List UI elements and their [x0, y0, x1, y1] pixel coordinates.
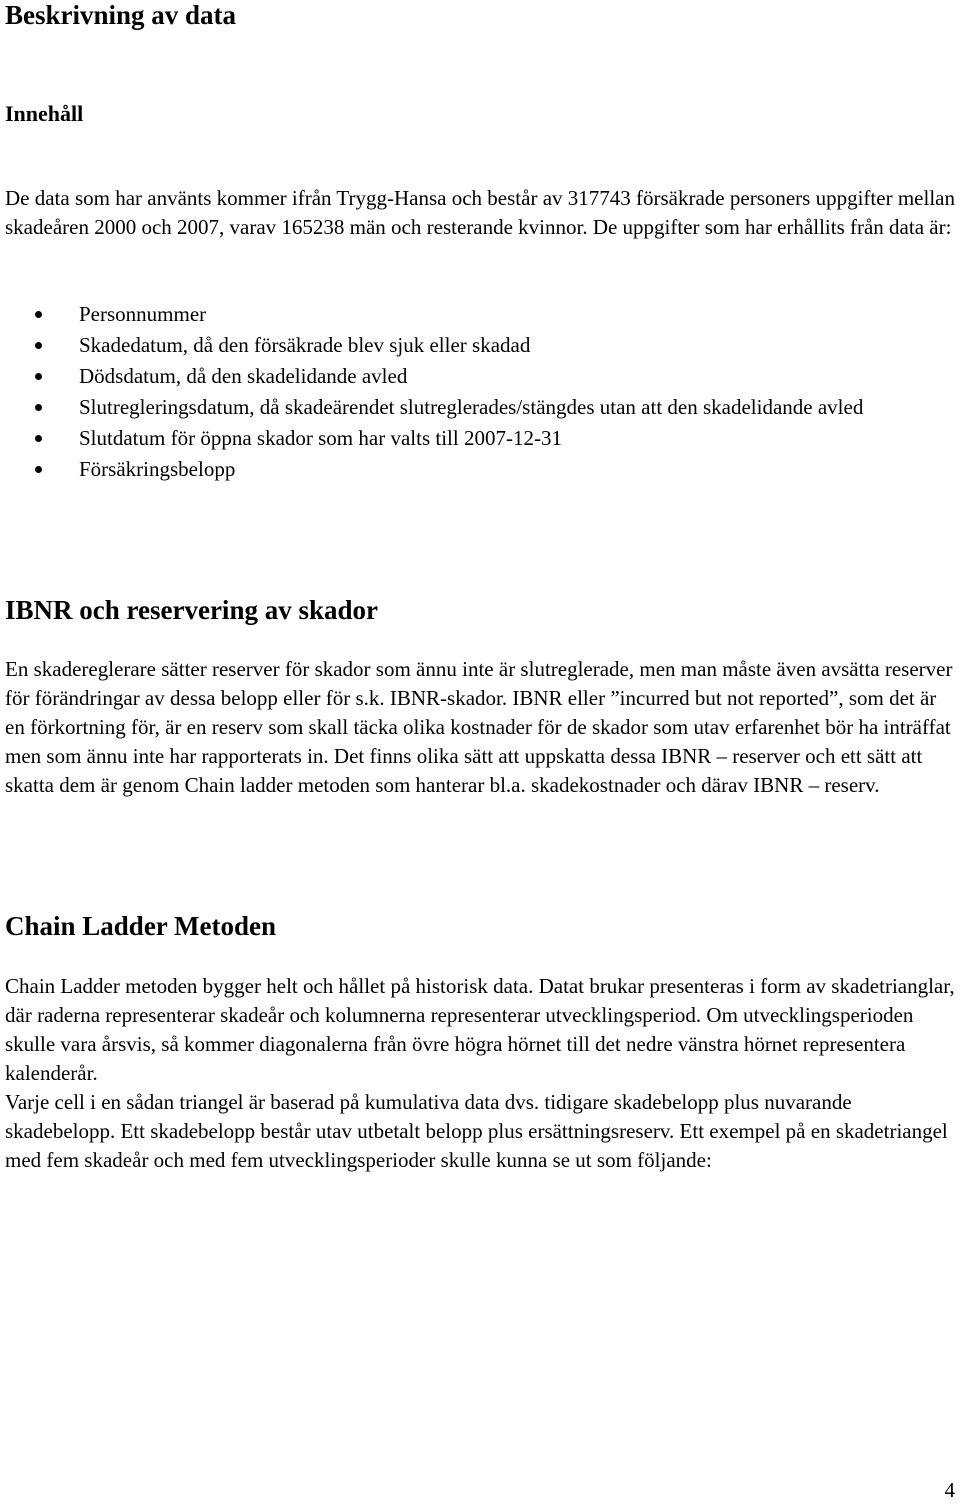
- chain-ladder-heading: Chain Ladder Metoden: [5, 911, 277, 941]
- bullet-icon: [35, 342, 42, 349]
- bullet-icon: [35, 466, 42, 473]
- ibnr-heading: IBNR och reservering av skador: [5, 595, 378, 625]
- bullet-icon: [35, 373, 42, 380]
- chain-ladder-paragraph-2: Varje cell i en sådan triangel är baserad på kumulativa data dvs. tidigare skadebelopp plus nuvarande skadebelopp. Ett skadebelopp består utav utbetalt belopp plus ersättningsreserv. Ett exempel på en skadetriangel med fem skadeår och med fem utvecklingsperioder skulle kunna se ut som följande:: [5, 1090, 948, 1172]
- bullet-icon: [35, 435, 42, 442]
- list-item: Personnummer: [5, 300, 955, 330]
- list-item: Skadedatum, då den försäkrade blev sjuk eller skadad: [5, 331, 955, 361]
- ibnr-paragraph: En skadereglerare sätter reserver för skador som ännu inte är slutreglerade, men man måste även avsätta reserver för förändringar av dessa belopp eller för s.k. IBNR-skador. IBNR eller ”incurred but not reported”, som det är en förkortning för, är en reserv som skall täcka olika kostnader för de skador som utav erfarenhet bör ha inträffat men som ännu inte har rapporterats in. Det finns olika sätt att uppskatta dessa IBNR – reserver och ett sätt att skatta dem är genom Chain ladder metoden som hanterar bl.a. skadekostnader och därav IBNR – reserv.: [5, 657, 953, 797]
- chain-ladder-paragraph-1: Chain Ladder metoden bygger helt och hållet på historisk data. Datat brukar presenteras i form av skadetrianglar, där raderna representerar skadeår och kolumnerna representerar utvecklingsperiod. Om utvecklingsperioden skulle vara årsvis, så kommer diagonalerna från övre högra hörnet till det nedre vänstra hörnet representera kalenderår.: [5, 974, 955, 1085]
- page-title: Beskrivning av data: [5, 0, 237, 30]
- bullet-icon: [35, 311, 42, 318]
- innehall-heading: Innehåll: [5, 101, 84, 126]
- bullet-icon: [35, 404, 42, 411]
- data-field-list: [5, 300, 955, 486]
- list-item: Försäkringsbelopp: [5, 455, 955, 485]
- list-item: Slutregleringsdatum, då skadeärendet slutreglerades/stängdes utan att den skadelidande avled: [5, 393, 955, 423]
- innehall-paragraph: De data som har använts kommer ifrån Trygg-Hansa och består av 317743 försäkrade personers uppgifter mellan skadeåren 2000 och 2007, varav 165238 män och resterande kvinnor. De uppgifter som har erhållits från data är:: [5, 186, 955, 239]
- page-number: 4: [944, 1478, 955, 1502]
- list-item: Slutdatum för öppna skador som har valts till 2007-12-31: [5, 424, 955, 454]
- list-item: Dödsdatum, då den skadelidande avled: [5, 362, 955, 392]
